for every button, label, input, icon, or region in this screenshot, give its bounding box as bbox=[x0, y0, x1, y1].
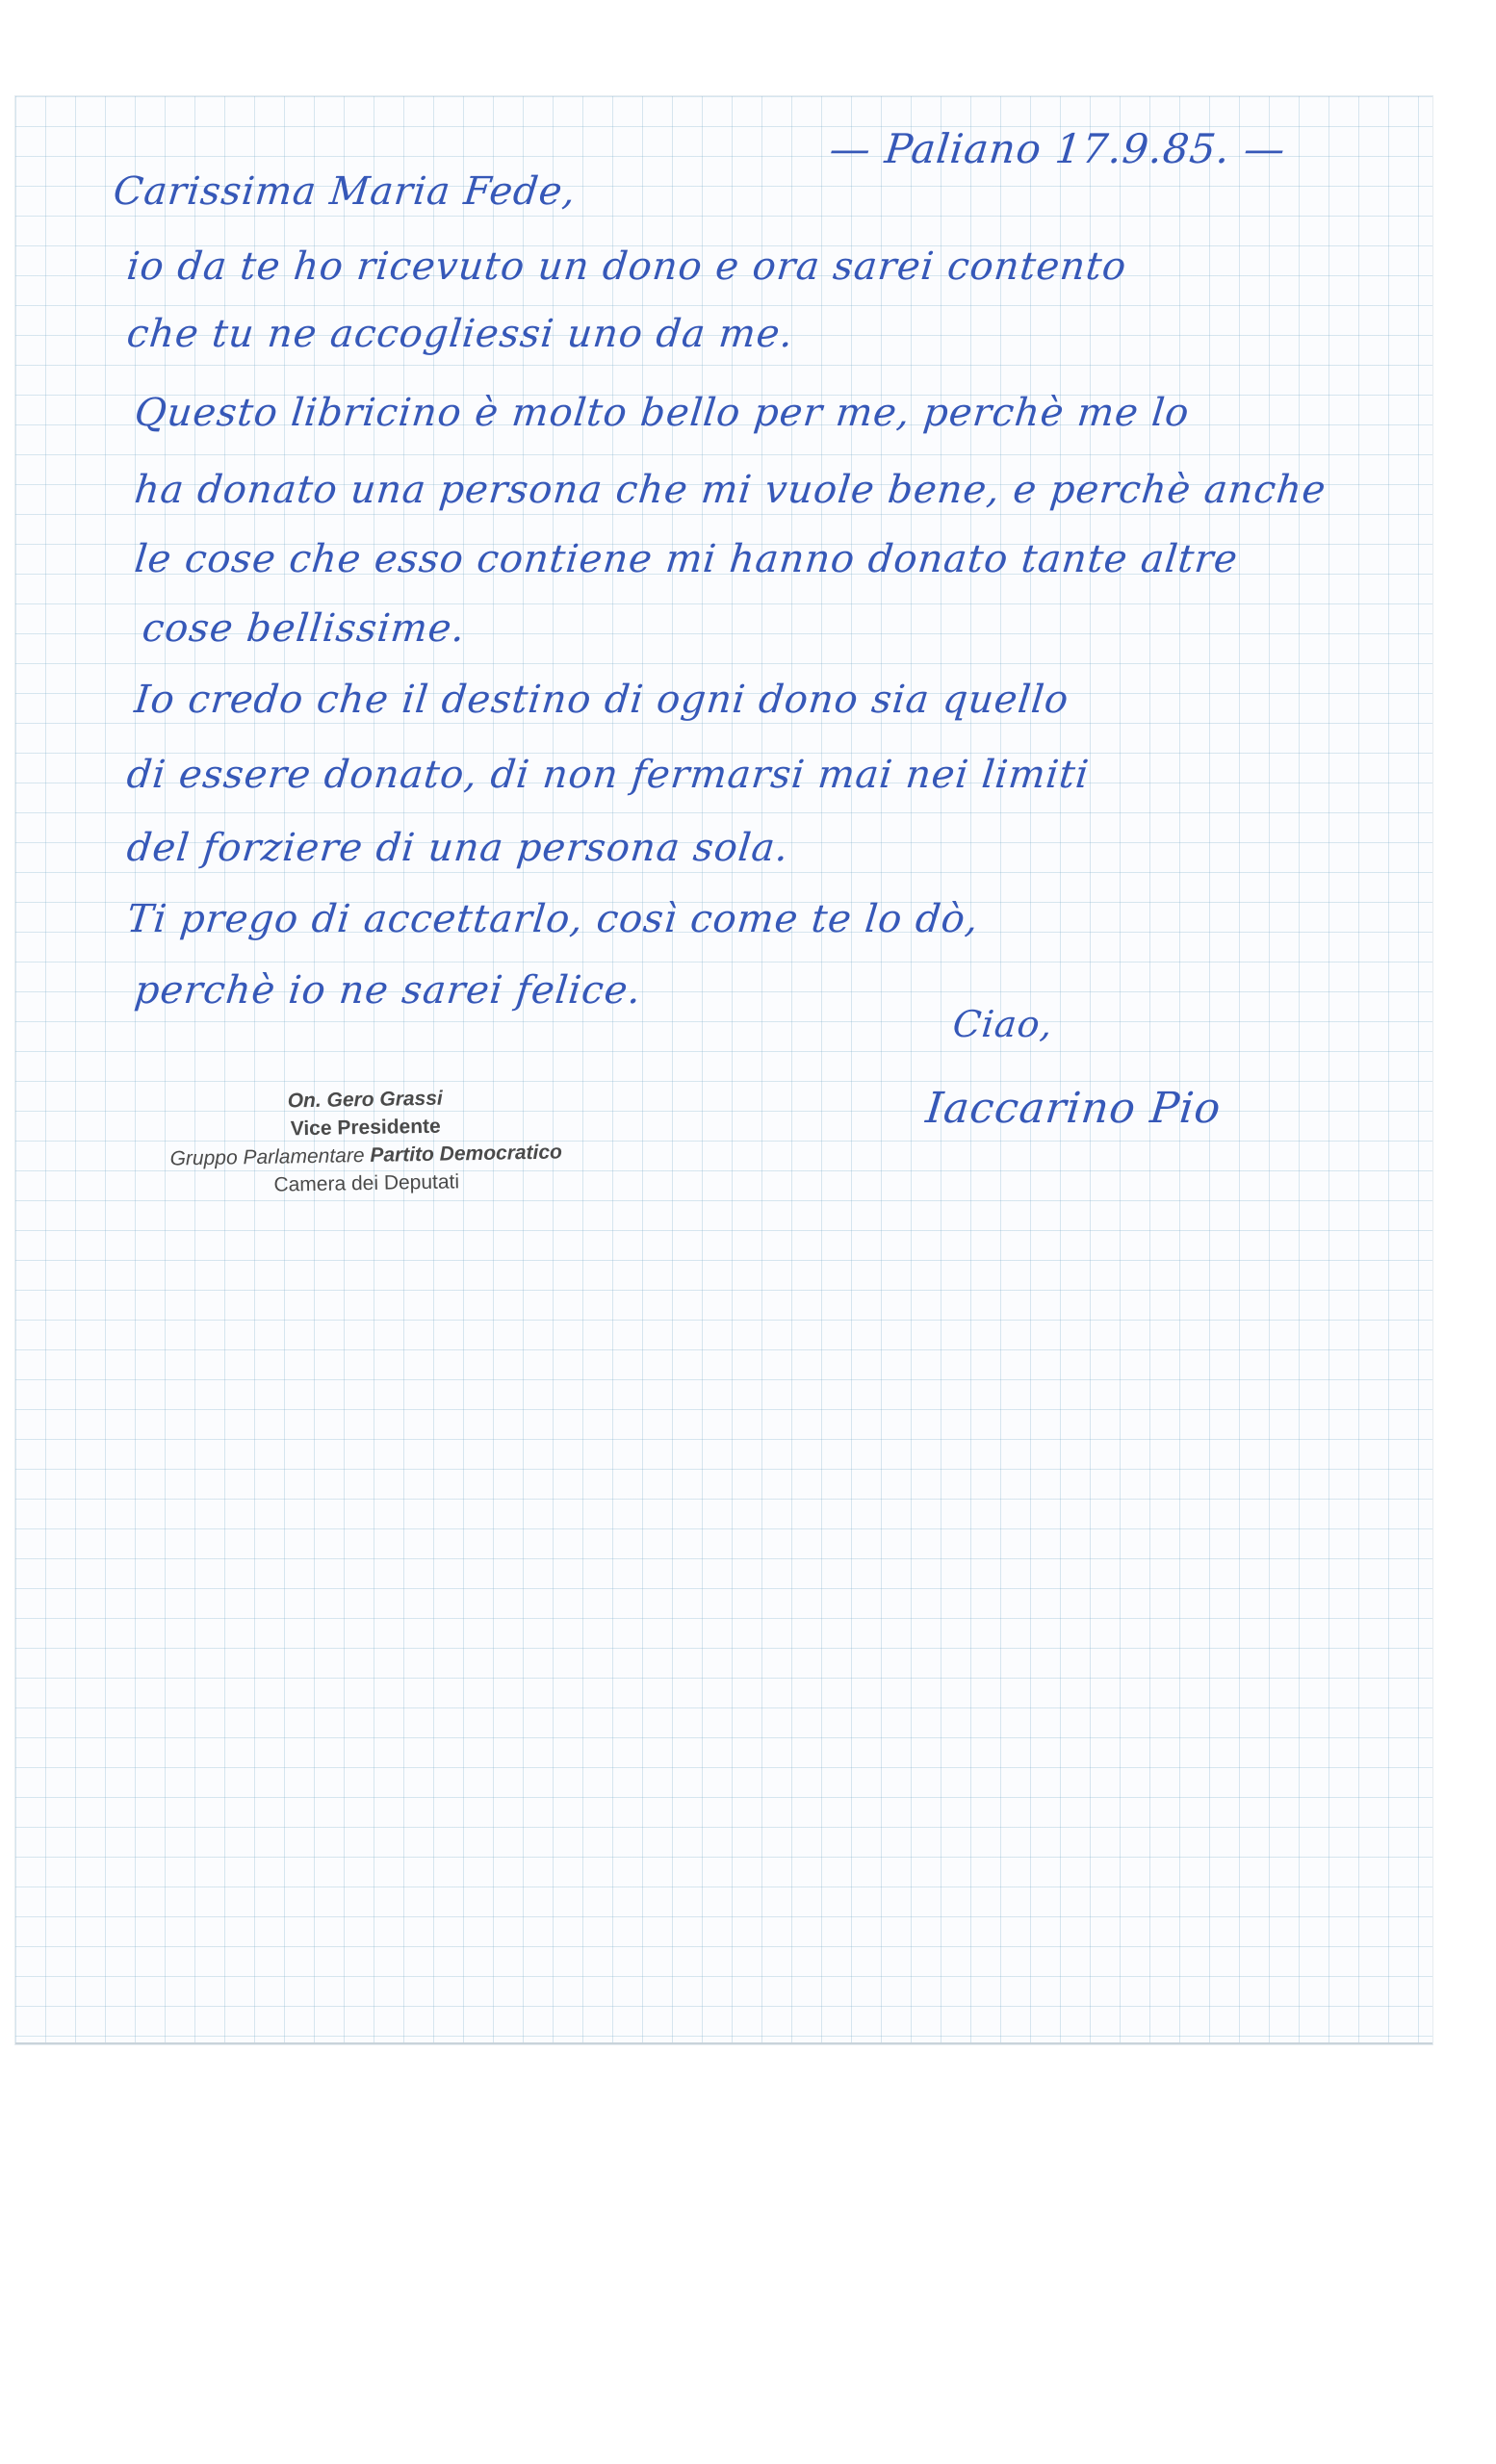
letter-line-7: Io credo che il destino di ogni dono sia quello bbox=[132, 678, 1071, 722]
letter-closing: Ciao, bbox=[950, 1003, 1056, 1045]
stamp-role: Vice Presidente bbox=[290, 1115, 441, 1141]
letter-salutation: Carissima Maria Fede, bbox=[111, 169, 579, 214]
letter-line-10: Ti prego di accettarlo, così come te lo dò, bbox=[124, 897, 982, 941]
letter-line-2: che tu ne accogliessi uno da me. bbox=[124, 312, 796, 356]
letter-line-5: le cose che esso contiene mi hanno donato tante altre bbox=[132, 537, 1241, 581]
stamp-group-party: Partito Democratico bbox=[370, 1141, 563, 1167]
letter-line-9: del forziere di una persona sola. bbox=[124, 826, 791, 870]
graph-paper-sheet bbox=[15, 96, 1432, 2044]
stamp-name: On. Gero Grassi bbox=[287, 1087, 443, 1113]
office-stamp bbox=[153, 1082, 579, 1201]
letter-date: — Paliano 17.9.85. — bbox=[827, 125, 1288, 172]
letter-line-4: ha donato una persona che mi vuole bene, e perchè anche bbox=[132, 468, 1328, 512]
letter-signature: Iaccarino Pio bbox=[923, 1084, 1224, 1133]
stamp-chamber: Camera dei Deputati bbox=[273, 1170, 460, 1196]
stamp-group-prefix: Gruppo Parlamentare bbox=[169, 1144, 365, 1170]
letter-line-8: di essere donato, di non fermarsi mai nei limiti bbox=[124, 753, 1092, 797]
letter-line-1: io da te ho ricevuto un dono e ora sarei contento bbox=[124, 244, 1129, 289]
letter-line-6: cose bellissime. bbox=[140, 606, 468, 651]
letter-line-11: perchè io ne sarei felice. bbox=[132, 968, 644, 1013]
letter-line-3: Questo libricino è molto bello per me, perchè me lo bbox=[132, 391, 1192, 435]
